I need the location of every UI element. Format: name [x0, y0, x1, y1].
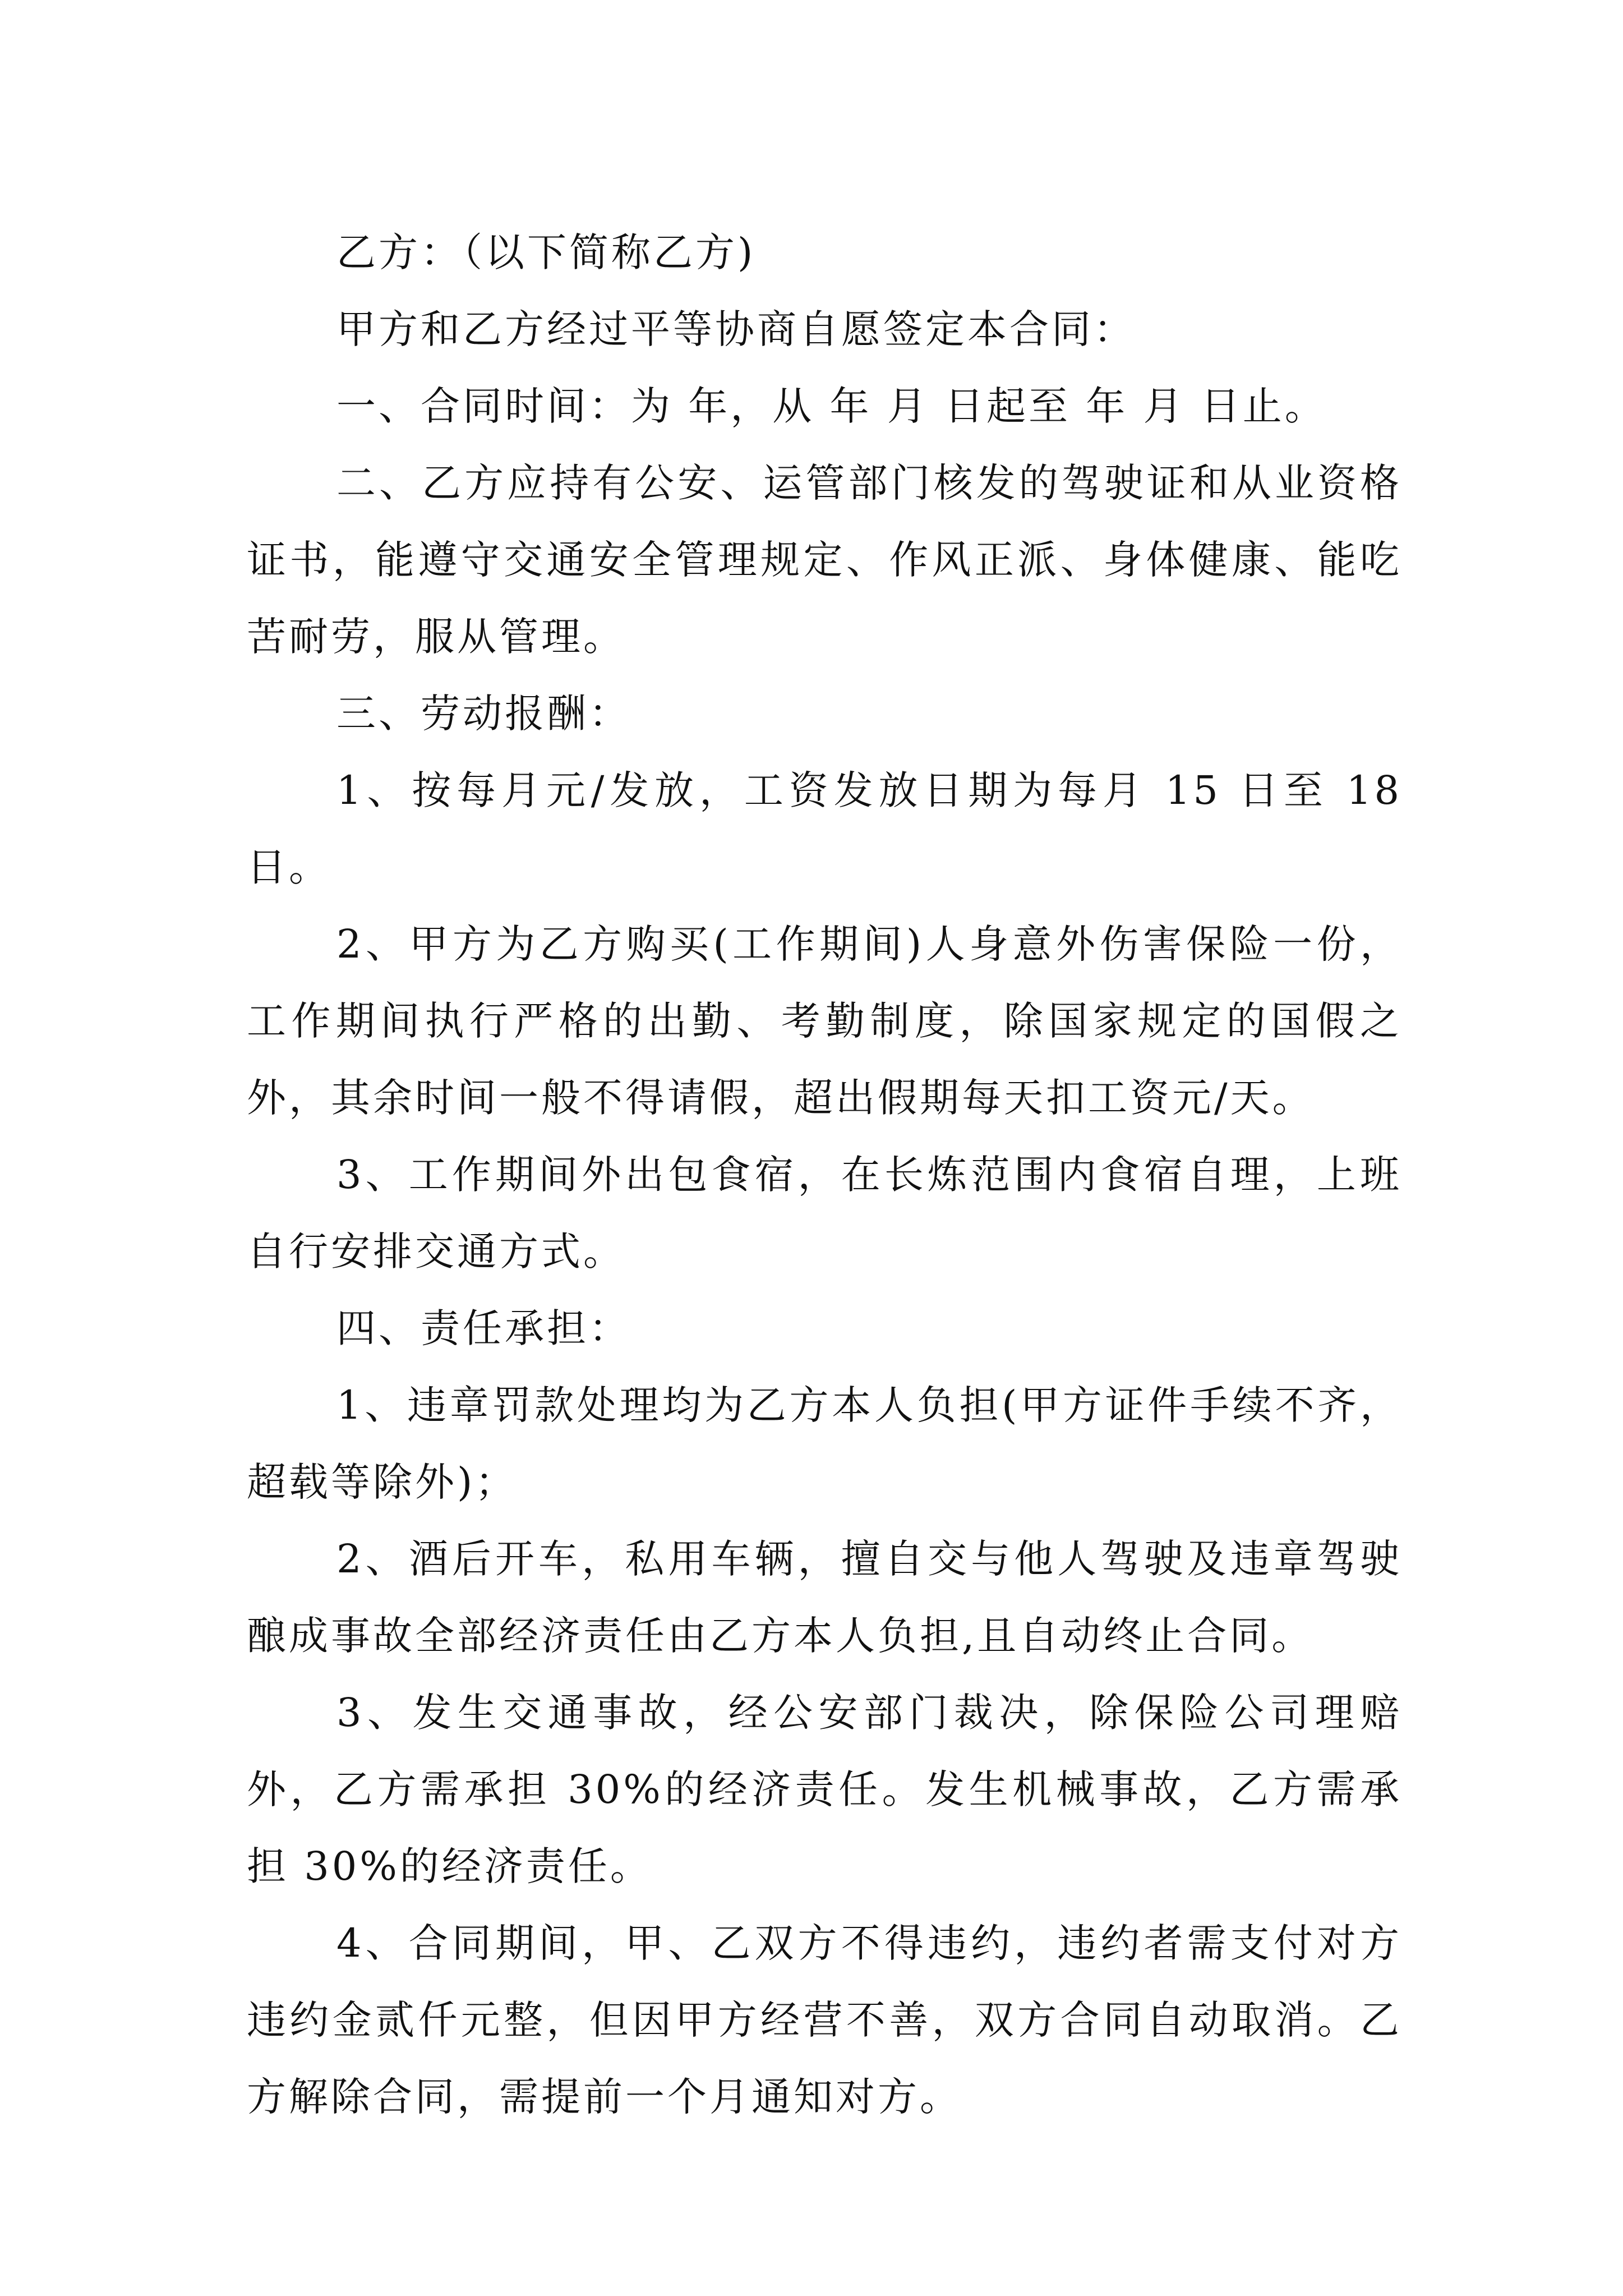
- liability-item-3: 3、发生交通事故，经公安部门裁决，除保险公司理赔外，乙方需承担 30%的经济责任。发生机械事故，乙方需承担 30%的经济责任。: [247, 1690, 1402, 1889]
- liability-item-2: 2、酒后开车，私用车辆，擅自交与他人驾驶及违章驾驶酿成事故全部经济责任由乙方本人负担,且自动终止合同。: [247, 1536, 1402, 1659]
- agreement-intro: 甲方和乙方经过平等协商自愿签定本合同：: [336, 306, 1136, 352]
- clause-qualifications: 二、乙方应持有公安、运管部门核发的驾驶证和从业资格证书，能遵守交通安全管理规定、作风正派、身体健康、能吃苦耐劳，服从管理。: [247, 460, 1402, 660]
- liability-item-1: 1、违章罚款处理均为乙方本人负担(甲方证件手续不齐，超载等除外)；: [247, 1382, 1402, 1505]
- section-heading-remuneration: 三、劳动报酬：: [336, 691, 631, 737]
- remuneration-item-1: 1、按每月元/发放，工资发放日期为每月 15 日至 18 日。: [247, 767, 1402, 890]
- remuneration-item-2: 2、甲方为乙方购买(工作期间)人身意外伤害保险一份，工作期间执行严格的出勤、考勤制度，除国家规定的国假之外，其余时间一般不得请假，超出假期每天扣工资元/天。: [247, 921, 1402, 1121]
- liability-item-4: 4、合同期间，甲、乙双方不得违约，违约者需支付对方违约金贰仟元整，但因甲方经营不善，双方合同自动取消。乙方解除合同，需提前一个月通知对方。: [247, 1920, 1402, 2120]
- party-b-line: 乙方：（以下简称乙方): [336, 229, 756, 275]
- contract-body: [247, 214, 1402, 2136]
- clause-contract-period: 一、合同时间：为 年，从 年 月 日起至 年 月 日止。: [336, 383, 1327, 429]
- section-heading-liability: 四、责任承担：: [336, 1305, 631, 1351]
- remuneration-item-3: 3、工作期间外出包食宿，在长炼范围内食宿自理，上班自行安排交通方式。: [247, 1152, 1402, 1274]
